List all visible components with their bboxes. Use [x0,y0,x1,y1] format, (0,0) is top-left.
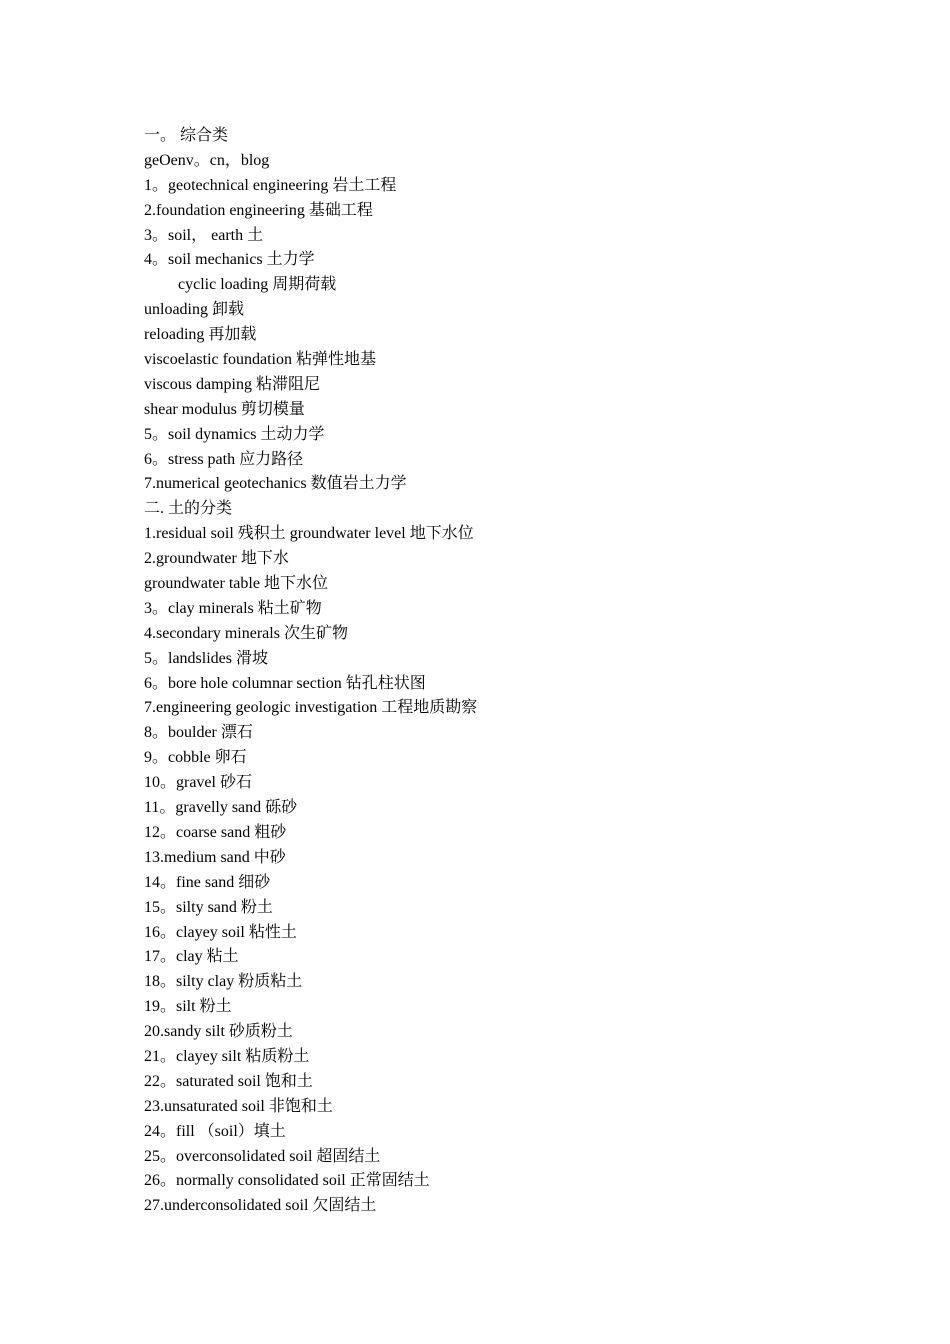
term-line: 10。gravel 砂石 [144,774,252,792]
term-line: viscoelastic foundation 粘弹性地基 [144,351,376,369]
term-line: 16。clayey soil 粘性土 [144,923,297,941]
document-body [144,124,844,1219]
term-line: 18。silty clay 粉质粘土 [144,973,303,991]
term-line: 21。clayey silt 粘质粉土 [144,1047,310,1065]
term-line: 1.residual soil 残积土 groundwater level 地下水位 [144,525,474,543]
term-line: groundwater table 地下水位 [144,575,328,593]
term-line: 17。clay 粘土 [144,948,239,966]
term-line: shear modulus 剪切模量 [144,400,305,418]
term-line: reloading 再加载 [144,326,257,344]
term-line: cyclic loading 周期荷载 [178,276,337,294]
term-line: 23.unsaturated soil 非饱和土 [144,1097,333,1115]
term-line: 4。soil mechanics 土力学 [144,251,315,269]
term-line: 5。landslides 滑坡 [144,649,268,667]
term-line: 8。boulder 漂石 [144,724,253,742]
term-line: 14。fine sand 细砂 [144,873,271,891]
term-line: unloading 卸载 [144,301,244,319]
term-line: 26。normally consolidated soil 正常固结土 [144,1172,430,1190]
term-line: 27.underconsolidated soil 欠固结土 [144,1197,377,1215]
term-line: 1。geotechnical engineering 岩土工程 [144,176,397,194]
term-line: 25。overconsolidated soil 超固结土 [144,1147,381,1165]
term-line: 5。soil dynamics 土动力学 [144,425,325,443]
term-line: 12。coarse sand 粗砂 [144,823,287,841]
term-line: 3。soil， earth 土 [144,226,264,244]
term-line: 11。gravelly sand 砾砂 [144,799,298,817]
section-heading: 二. 土的分类 [144,500,233,518]
term-line: 2.foundation engineering 基础工程 [144,201,373,219]
term-line: 13.medium sand 中砂 [144,848,286,866]
term-line: 19。silt 粉土 [144,998,232,1016]
term-line: 7.engineering geologic investigation 工程地质勘察 [144,699,478,717]
term-line: 6。bore hole columnar section 钻孔柱状图 [144,674,426,692]
term-line: 24。fill （soil）填土 [144,1122,286,1140]
section-heading: 一。 综合类 [144,127,229,144]
term-line: 20.sandy silt 砂质粉土 [144,1023,293,1041]
term-line: 2.groundwater 地下水 [144,550,289,568]
term-line: 3。clay minerals 粘土矿物 [144,599,322,617]
term-line: 15。silty sand 粉土 [144,898,273,916]
term-line: 22。saturated soil 饱和土 [144,1072,313,1090]
text-line: geOenv。cn，blog [144,151,270,169]
term-line: 6。stress path 应力路径 [144,450,304,468]
term-line: 7.numerical geotechanics 数值岩土力学 [144,475,407,493]
term-line: 9。cobble 卵石 [144,749,247,767]
term-line: viscous damping 粘滞阻尼 [144,375,320,393]
term-line: 4.secondary minerals 次生矿物 [144,624,348,642]
